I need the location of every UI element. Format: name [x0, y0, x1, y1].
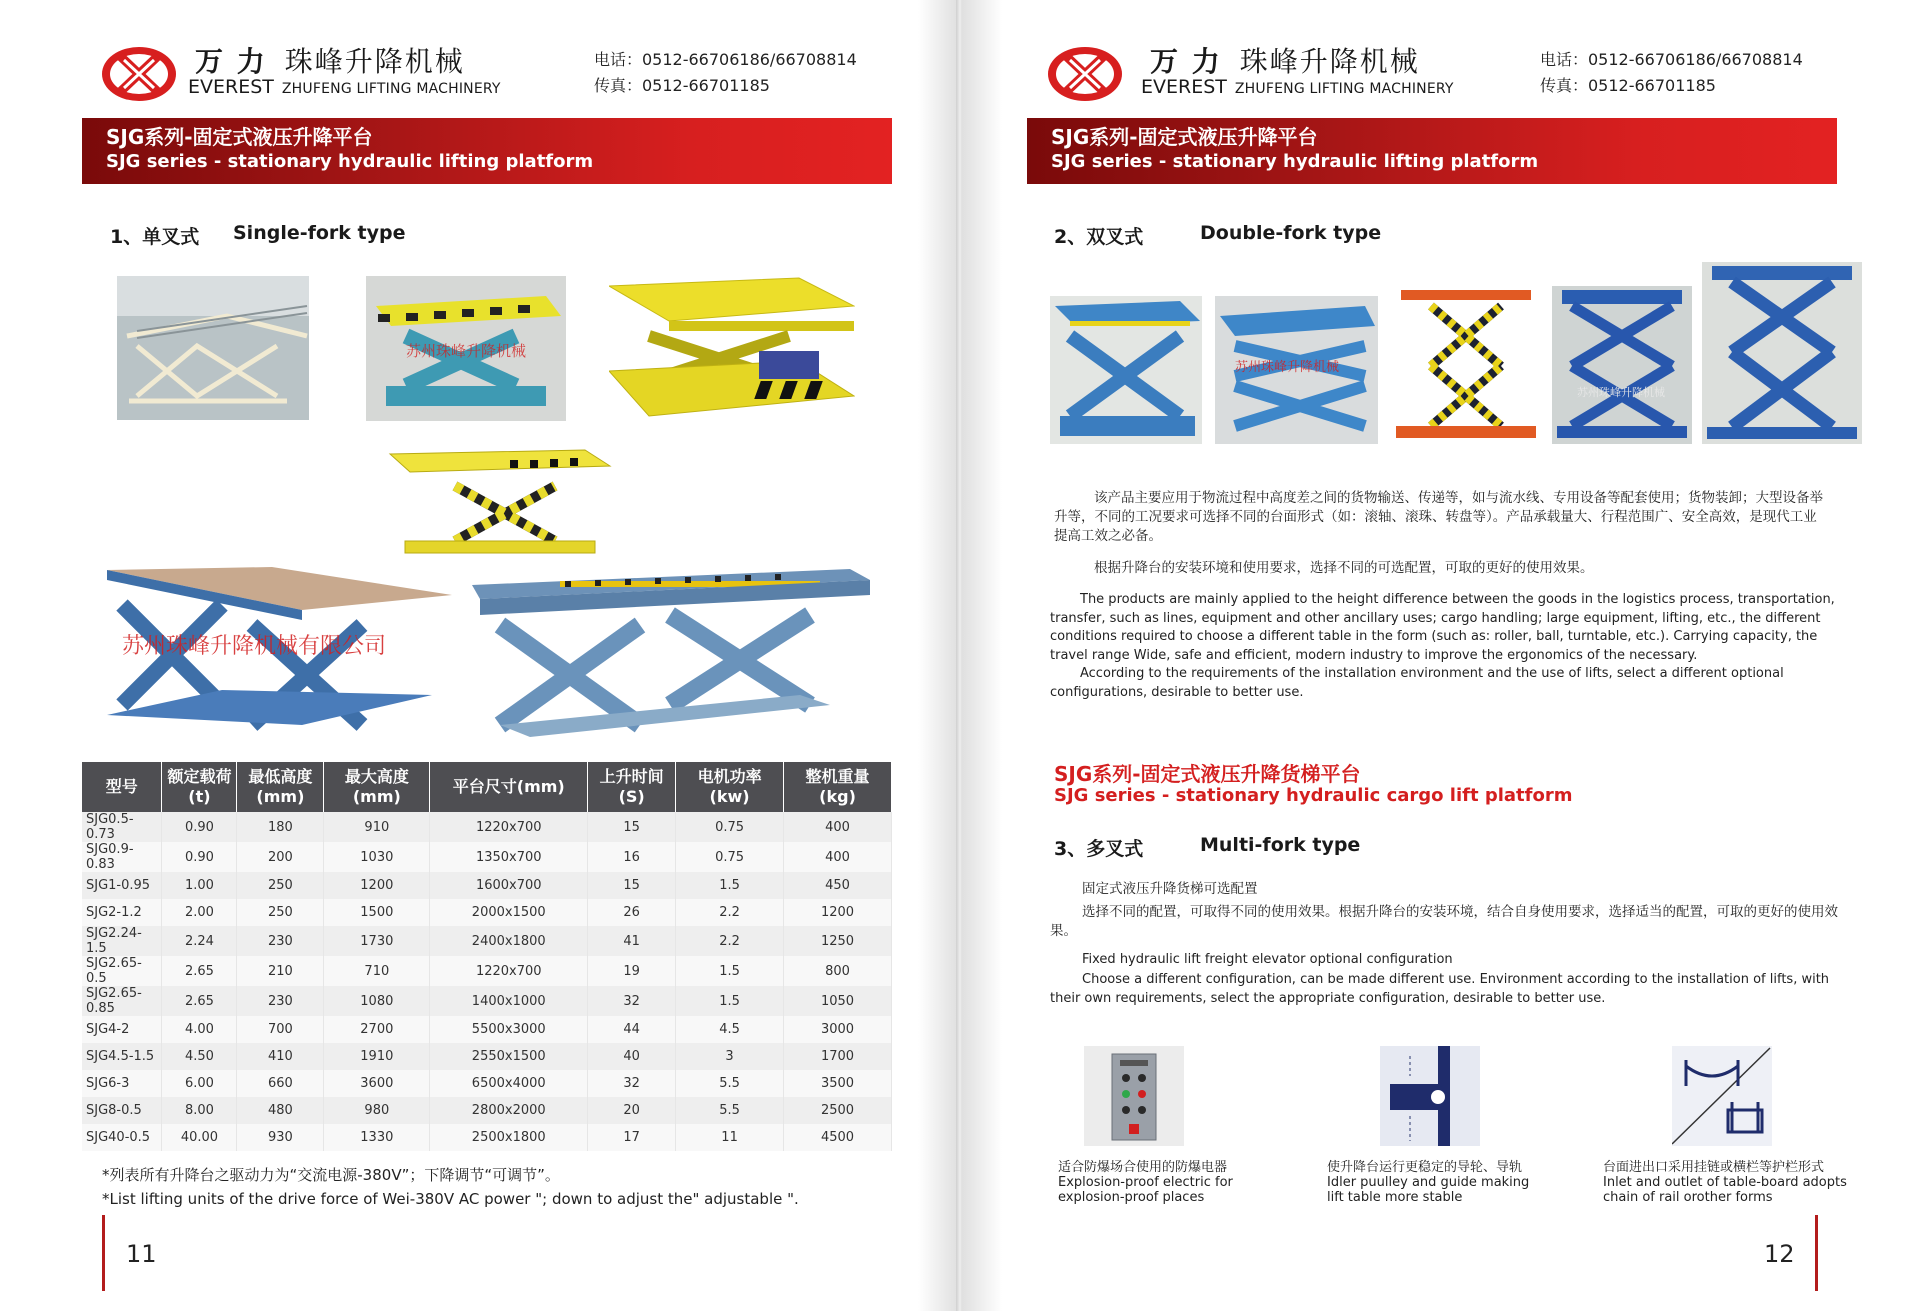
photo-double-fork-2	[1215, 296, 1378, 444]
table-header-row	[82, 762, 892, 812]
table-cell: 1600x700	[430, 872, 588, 899]
table-cell: SJG8-0.5	[82, 1097, 162, 1124]
description-chinese-2: 根据升降台的安装环境和使用要求，选择不同的可选配置，可取的更好的使用效果。	[1094, 560, 1594, 576]
table-cell: 2.24	[162, 926, 237, 956]
table-cell: 2500x1800	[430, 1124, 588, 1151]
watermark-text: 苏州珠峰升降机械有限公司	[122, 634, 387, 659]
table-cell: 230	[237, 986, 324, 1016]
table-cell: 26	[588, 899, 676, 926]
table-cell: 20	[588, 1097, 676, 1124]
table-cell: SJG0.9-0.83	[82, 842, 162, 872]
description-english-2: According to the requirements of the installation environment and the use of lifts, select a different optional configurations, desirable to better use.	[1050, 666, 1784, 700]
table-cell: 1910	[324, 1043, 430, 1070]
table-cell: 15	[588, 812, 676, 842]
photo-double-scissor-blue	[102, 565, 454, 735]
note-english: *List lifting units of the drive force of Wei-380V AC power "; down to adjust the" adjustable ".	[102, 1190, 799, 1208]
photo-single-fork-yellow-base	[609, 276, 855, 424]
table-cell: 17	[588, 1124, 676, 1151]
company-logo	[1046, 44, 1124, 104]
table-cell: 2500	[784, 1097, 892, 1124]
left-page	[0, 0, 958, 1311]
table-cell: 980	[324, 1097, 430, 1124]
table-cell: 4.00	[162, 1016, 237, 1043]
table-cell: 0.75	[676, 842, 784, 872]
table-cell: 16	[588, 842, 676, 872]
table-cell: 4.50	[162, 1043, 237, 1070]
table-cell: SJG6-3	[82, 1070, 162, 1097]
option-caption-guardrail: 台面进出口采用挂链或横栏等护栏形式 Inlet and outlet of table-board adopts chain of rail orother forms	[1603, 1160, 1847, 1205]
photo-large-scissor-blue	[470, 565, 872, 741]
table-cell: 800	[784, 956, 892, 986]
series-banner: SJG系列-固定式液压升降平台 SJG series - stationary hydraulic lifting platform	[82, 118, 892, 184]
table-cell: 3000	[784, 1016, 892, 1043]
col-header: 电机功率 (kw)	[676, 762, 784, 812]
brand-english: EVEREST ZHUFENG LIFTING MACHINERY	[1141, 76, 1454, 98]
table-cell: 1.5	[676, 872, 784, 899]
table-cell: 3500	[784, 1070, 892, 1097]
table-cell: 930	[237, 1124, 324, 1151]
brand-chinese: 万 力 珠峰升降机械	[195, 45, 465, 78]
col-header: 型号	[82, 762, 162, 812]
table-cell: 15	[588, 872, 676, 899]
table-cell: 3600	[324, 1070, 430, 1097]
table-cell: 0.90	[162, 842, 237, 872]
options-title-english: Fixed hydraulic lift freight elevator optional configuration	[1082, 952, 1453, 967]
contact-info: 电话：0512-66706186/66708814 传真：0512-66701185	[1540, 50, 1803, 95]
table-cell: 250	[237, 899, 324, 926]
table-cell: 1220x700	[430, 956, 588, 986]
svg-text:苏州珠峰升降机械: 苏州珠峰升降机械	[1235, 360, 1340, 375]
table-cell: 2800x2000	[430, 1097, 588, 1124]
table-row	[82, 926, 892, 956]
table-row	[82, 872, 892, 899]
svg-text:苏州珠峰升降机械: 苏州珠峰升降机械	[1577, 386, 1665, 399]
table-row	[82, 899, 892, 926]
brand-english: EVEREST ZHUFENG LIFTING MACHINERY	[188, 76, 501, 98]
col-header: 平台尺寸(mm)	[430, 762, 588, 812]
table-cell: 8.00	[162, 1097, 237, 1124]
table-cell: 1700	[784, 1043, 892, 1070]
table-cell: 1220x700	[430, 812, 588, 842]
table-cell: 1.5	[676, 956, 784, 986]
table-cell: 410	[237, 1043, 324, 1070]
col-header: 额定载荷 (t)	[162, 762, 237, 812]
table-cell: 41	[588, 926, 676, 956]
table-row	[82, 956, 892, 986]
table-cell: 230	[237, 926, 324, 956]
table-cell: SJG0.5-0.73	[82, 812, 162, 842]
page-number: 12	[1764, 1240, 1795, 1268]
table-cell: 1200	[324, 872, 430, 899]
note-chinese: *列表所有升降台之驱动力为“交流电源-380V”；下降调节“可调节”。	[102, 1166, 560, 1184]
table-cell: 1.00	[162, 872, 237, 899]
table-cell: 1500	[324, 899, 430, 926]
option-image-guardrail	[1672, 1046, 1772, 1146]
table-row	[82, 1043, 892, 1070]
table-cell: 700	[237, 1016, 324, 1043]
col-header: 最大高度 (mm)	[324, 762, 430, 812]
table-cell: 0.90	[162, 812, 237, 842]
table-cell: SJG4-2	[82, 1016, 162, 1043]
table-cell: 2.2	[676, 926, 784, 956]
table-row	[82, 842, 892, 872]
description-chinese-1: 该产品主要应用于物流过程中高度差之间的货物输送、传递等，如与流水线、专用设备等配套使用；货物装卸；大型设备举升等，不同的工况要求可选择不同的台面形式（如：滚轴、滚珠、转盘等）。产品承载量大、行程范围广、安全高效，是现代工业提高工效之必备。	[1054, 490, 1823, 544]
section-title-multi-fork: 3、多叉式 Multi-fork type	[1054, 834, 1361, 860]
table-cell: 1330	[324, 1124, 430, 1151]
option-image-explosion-proof	[1084, 1046, 1184, 1146]
table-cell: 5.5	[676, 1097, 784, 1124]
cargo-title-chinese: SJG系列-固定式液压升降货梯平台	[1054, 762, 1361, 786]
table-cell: 44	[588, 1016, 676, 1043]
table-cell: 40	[588, 1043, 676, 1070]
table-row	[82, 812, 892, 842]
table-cell: 200	[237, 842, 324, 872]
option-caption-guide-wheel: 使升降台运行更稳定的导轮、导轨 Idler puulley and guide making lift table more stable	[1327, 1160, 1530, 1205]
photo-single-fork-blue	[366, 276, 566, 421]
table-cell: 0.75	[676, 812, 784, 842]
table-cell: 1400x1000	[430, 986, 588, 1016]
table-row	[82, 986, 892, 1016]
table-cell: 6500x4000	[430, 1070, 588, 1097]
photo-double-fork-1	[1050, 296, 1202, 444]
contact-info: 电话：0512-66706186/66708814 传真：0512-66701185	[594, 50, 857, 95]
section-title-double-fork: 2、双叉式 Double-fork type	[1054, 222, 1382, 248]
table-cell: 660	[237, 1070, 324, 1097]
options-body-chinese: 选择不同的配置，可取得不同的使用效果。根据升降台的安装环境，结合自身使用要求，选择适当的配置，可取的更好的使用效果。	[1050, 904, 1838, 939]
photo-double-fork-3	[1391, 286, 1541, 444]
photo-single-fork-yellow	[385, 446, 615, 566]
page-number: 11	[126, 1240, 157, 1268]
table-row	[82, 1016, 892, 1043]
table-row	[82, 1124, 892, 1151]
table-cell: 1050	[784, 986, 892, 1016]
photo-double-fork-5	[1702, 262, 1862, 444]
col-header: 最低高度 (mm)	[237, 762, 324, 812]
table-cell: 2000x1500	[430, 899, 588, 926]
table-cell: SJG2.65-0.5	[82, 956, 162, 986]
options-body-english: Choose a different configuration, can be made different use. Environment according to the installation of lifts, with their own requirements, select the appropriate configuration, desirable to better use.	[1050, 972, 1830, 1006]
option-image-guide-wheel	[1380, 1046, 1480, 1146]
table-cell: 2.65	[162, 986, 237, 1016]
table-cell: 32	[588, 986, 676, 1016]
table-cell: 1030	[324, 842, 430, 872]
table-cell: 2550x1500	[430, 1043, 588, 1070]
company-logo	[100, 44, 178, 104]
series-banner: SJG系列-固定式液压升降平台 SJG series - stationary hydraulic lifting platform	[1027, 118, 1837, 184]
table-cell: 1350x700	[430, 842, 588, 872]
table-cell: 4500	[784, 1124, 892, 1151]
table-cell: SJG40-0.5	[82, 1124, 162, 1151]
col-header: 上升时间 (S)	[588, 762, 676, 812]
photo-single-fork-roller	[117, 276, 309, 420]
table-cell: 4.5	[676, 1016, 784, 1043]
table-cell: 2.65	[162, 956, 237, 986]
section-title-single-fork: 1、单叉式 Single-fork type	[110, 222, 406, 248]
table-cell: 400	[784, 812, 892, 842]
table-cell: 5.5	[676, 1070, 784, 1097]
table-cell: 40.00	[162, 1124, 237, 1151]
table-cell: SJG2.65-0.85	[82, 986, 162, 1016]
table-cell: 3	[676, 1043, 784, 1070]
table-cell: 2400x1800	[430, 926, 588, 956]
table-cell: 1250	[784, 926, 892, 956]
table-cell: 480	[237, 1097, 324, 1124]
table-cell: 11	[676, 1124, 784, 1151]
table-cell: 32	[588, 1070, 676, 1097]
description-english-1: The products are mainly applied to the height difference between the goods in the logistics process, transportation, transfer, such as lines, equipment and other ancillary uses; cargo handling; large equipment, lifting, etc., the different conditions required to choose a different table in the form (such as: roller, ball, turntable, etc.). Carrying capacity, the travel range Wide, safe and efficient, modern industry to improve the ergonomics of the necessary.	[1050, 592, 1835, 663]
table-cell: SJG2.24-1.5	[82, 926, 162, 956]
table-cell: 2.2	[676, 899, 784, 926]
table-cell: 450	[784, 872, 892, 899]
table-cell: 19	[588, 956, 676, 986]
page-rule	[102, 1215, 105, 1291]
options-title-chinese: 固定式液压升降货梯可选配置	[1082, 881, 1258, 897]
table-cell: SJG1-0.95	[82, 872, 162, 899]
table-cell: 180	[237, 812, 324, 842]
table-cell: 1080	[324, 986, 430, 1016]
option-caption-explosion-proof: 适合防爆场合使用的防爆电器 Explosion-proof electric for explosion-proof places	[1058, 1160, 1233, 1205]
page-rule	[1815, 1215, 1818, 1291]
table-cell: 1730	[324, 926, 430, 956]
table-cell: 2700	[324, 1016, 430, 1043]
table-cell: 5500x3000	[430, 1016, 588, 1043]
table-cell: 910	[324, 812, 430, 842]
table-row	[82, 1097, 892, 1124]
right-page	[962, 0, 1920, 1311]
brand-chinese: 万 力 珠峰升降机械	[1150, 45, 1420, 78]
table-cell: 400	[784, 842, 892, 872]
table-cell: 6.00	[162, 1070, 237, 1097]
photo-double-fork-4	[1552, 286, 1692, 444]
spec-table	[82, 762, 892, 1151]
table-cell: 2.00	[162, 899, 237, 926]
table-row	[82, 1070, 892, 1097]
table-cell: SJG4.5-1.5	[82, 1043, 162, 1070]
table-cell: SJG2-1.2	[82, 899, 162, 926]
table-cell: 1200	[784, 899, 892, 926]
table-cell: 710	[324, 956, 430, 986]
table-cell: 210	[237, 956, 324, 986]
cargo-title-english: SJG series - stationary hydraulic cargo lift platform	[1054, 785, 1573, 806]
table-cell: 250	[237, 872, 324, 899]
col-header: 整机重量 (kg)	[784, 762, 892, 812]
table-cell: 1.5	[676, 986, 784, 1016]
svg-text:苏州珠峰升降机械: 苏州珠峰升降机械	[406, 342, 527, 360]
